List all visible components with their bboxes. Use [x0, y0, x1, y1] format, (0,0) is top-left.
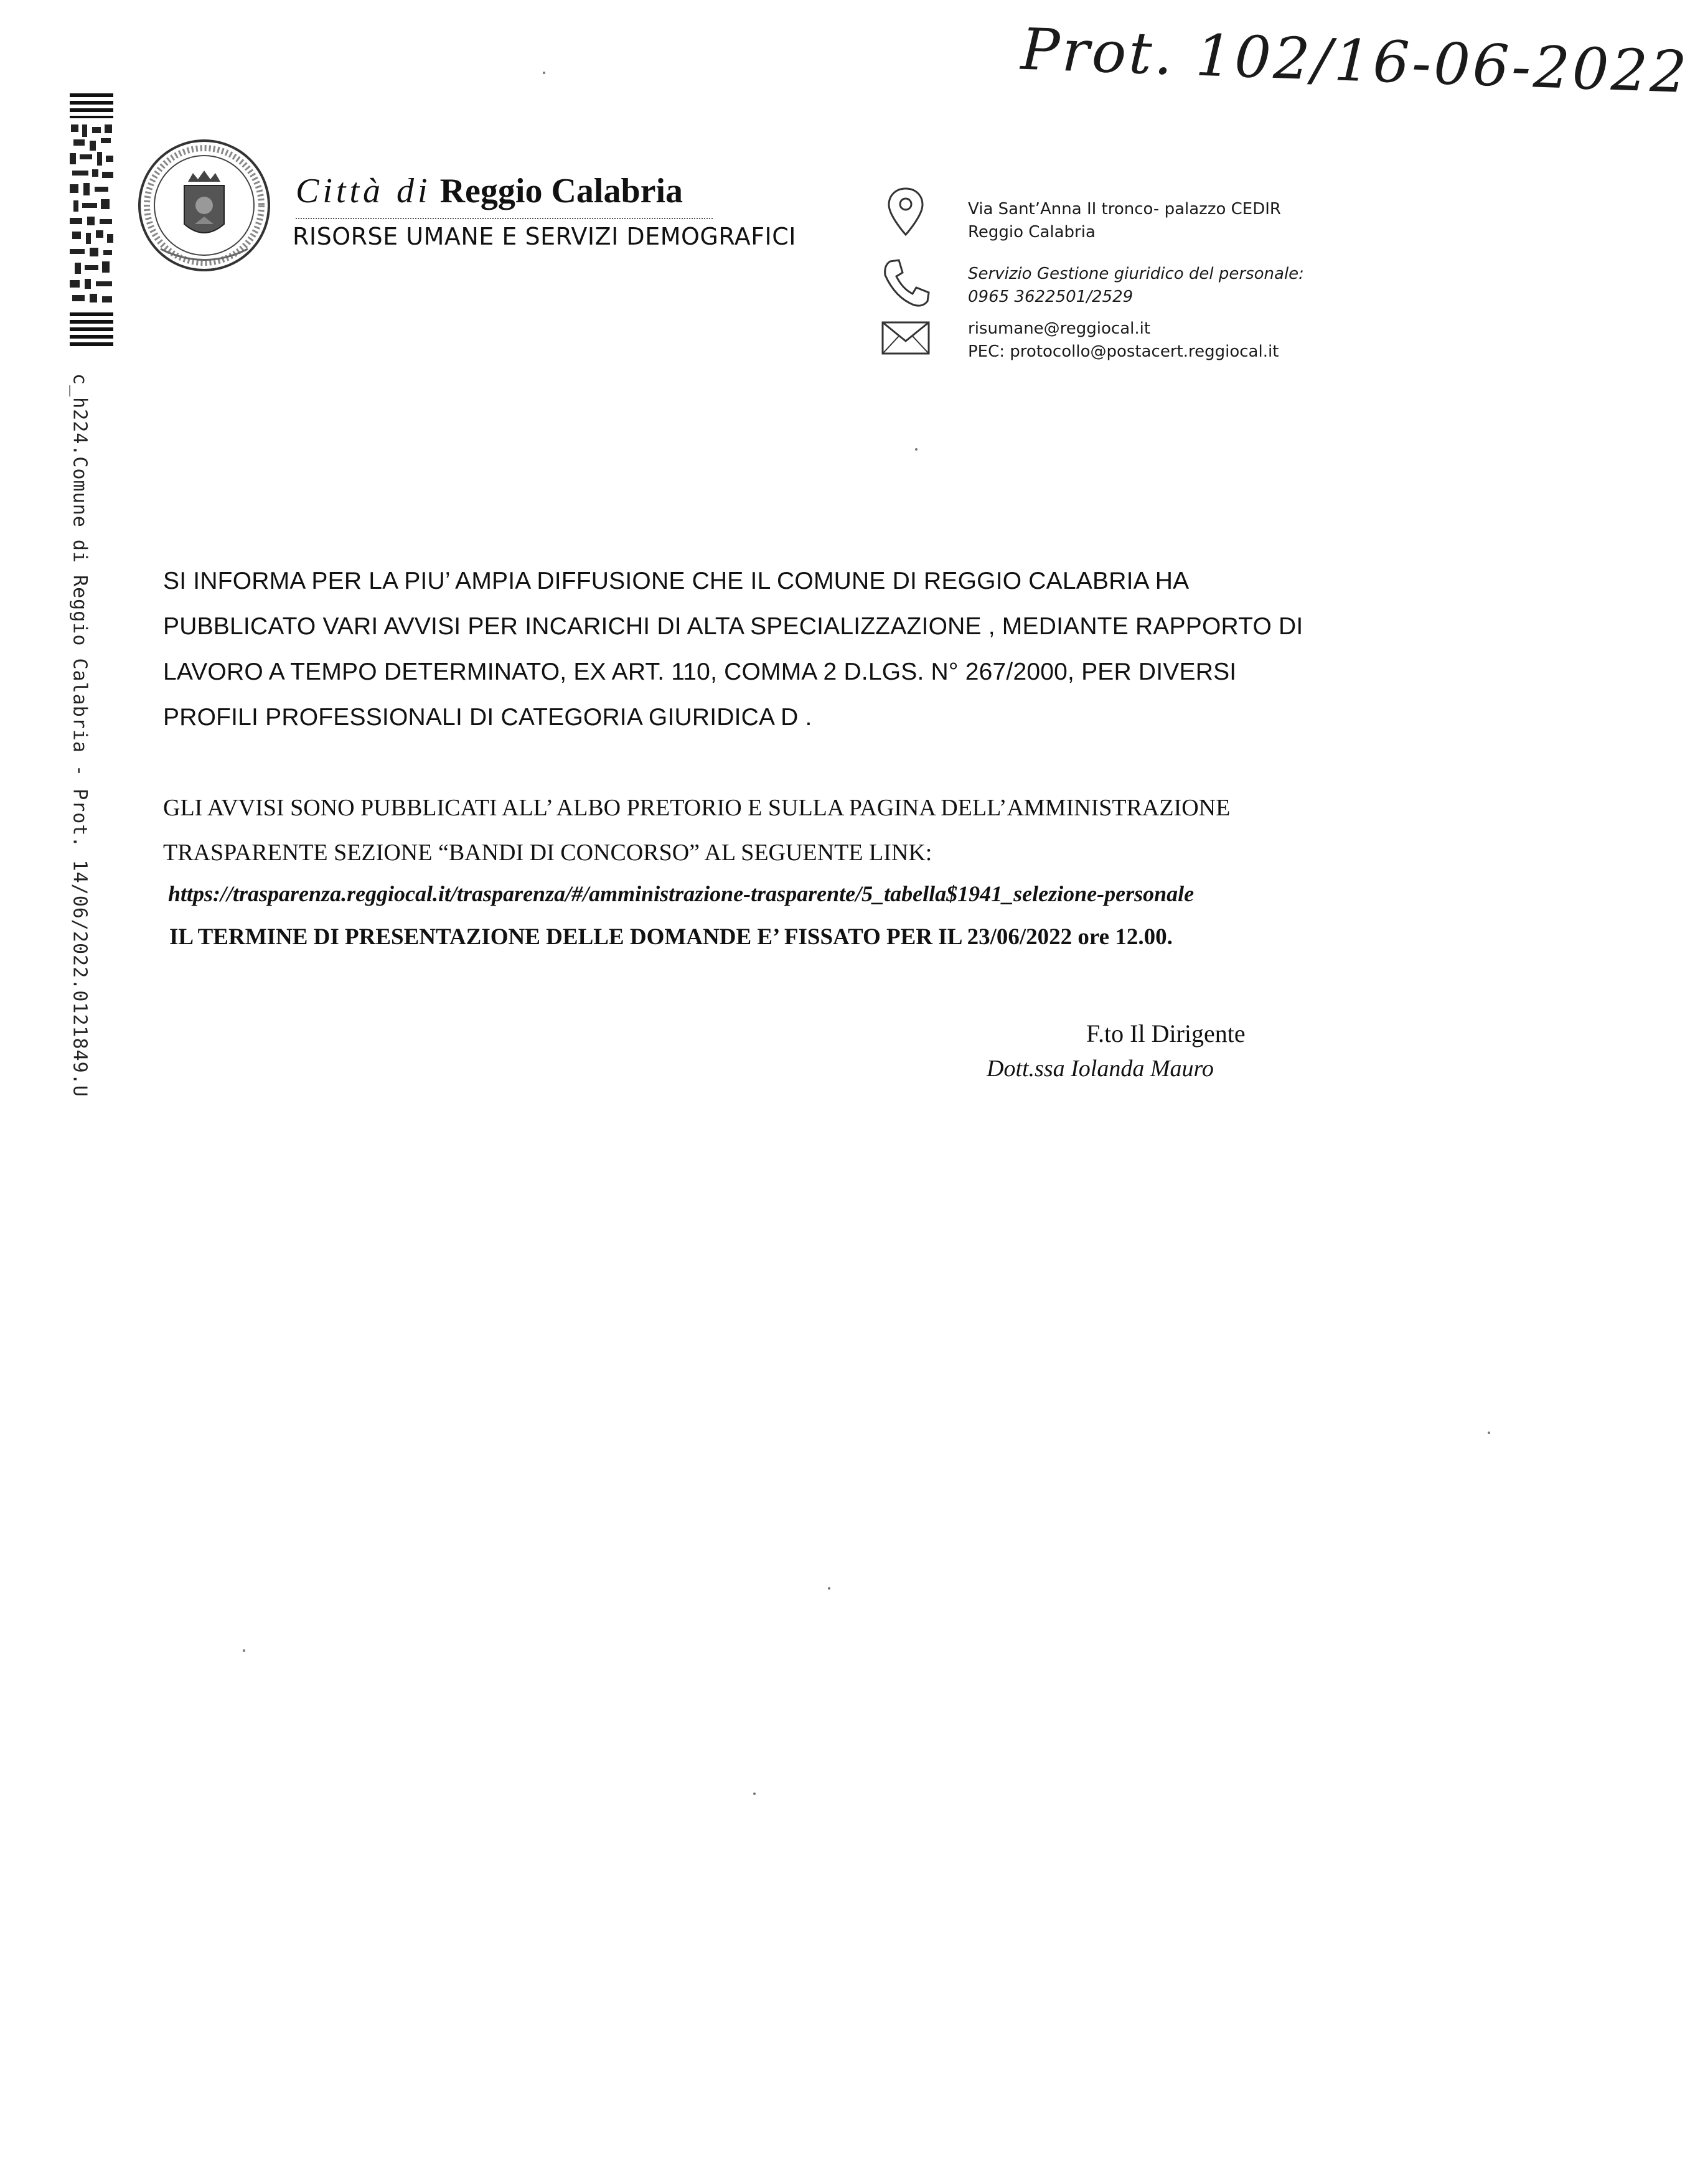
handwritten-protocol-note: Prot. 102/16-06-2022: [1020, 16, 1690, 106]
paragraph-line: LAVORO A TEMPO DETERMINATO, EX ART. 110, COMMA 2 D.LGS. N° 267/2000, PER DIVERSI: [163, 658, 1237, 685]
paragraph-line: TRASPARENTE SEZIONE “BANDI DI CONCORSO” AL SEGUENTE LINK:: [163, 840, 932, 866]
paragraph-line: PUBBLICATO VARI AVVISI PER INCARICHI DI ALTA SPECIALIZZAZIONE , MEDIANTE RAPPORTO DI: [163, 613, 1303, 640]
scan-speck: [543, 72, 545, 74]
transparency-link[interactable]: https://trasparenza.reggiocal.it/trasparenza/#/amministrazione-trasparente/5_tabella$1941_selezione-personale: [168, 881, 1195, 906]
scan-speck: [915, 448, 918, 451]
city-prefix: Città di: [296, 172, 431, 210]
office-name: RISORSE UMANE E SERVIZI DEMOGRAFICI: [293, 223, 797, 250]
announcement-paragraph: [163, 558, 1408, 740]
email-address: risumane@reggiocal.it: [968, 319, 1151, 338]
paragraph-line: GLI AVVISI SONO PUBBLICATI ALL’ ALBO PRETORIO E SULLA PAGINA DELL’AMMINISTRAZIONE: [163, 795, 1231, 821]
city-seal-icon: [136, 137, 273, 274]
letterhead-rule: [296, 218, 713, 219]
signature-title: F.to Il Dirigente: [1086, 1019, 1246, 1047]
signature-name: Dott.ssa Iolanda Mauro: [987, 1056, 1214, 1082]
contact-address: [968, 198, 1281, 244]
service-phone: 0965 3622501/2529: [968, 288, 1134, 306]
scan-speck: [828, 1587, 830, 1590]
city-title: [296, 171, 683, 211]
pec-address: PEC: protocollo@postacert.reggiocal.it: [968, 342, 1279, 361]
city-name: Reggio Calabria: [439, 172, 683, 210]
paragraph-line: PROFILI PROFESSIONALI DI CATEGORIA GIURIDICA D .: [163, 704, 812, 731]
phone-icon: [878, 255, 934, 311]
address-line: Via Sant’Anna II tronco- palazzo CEDIR: [968, 200, 1281, 218]
location-pin-icon: [878, 184, 934, 240]
scan-speck: [1488, 1432, 1490, 1434]
qr-barcode-icon: [70, 93, 113, 355]
envelope-icon: [878, 311, 934, 367]
side-protocol-stamp: c_h224.Comune di Reggio Calabria - Prot. 14/06/2022.0121849.U: [68, 373, 91, 1097]
address-city: Reggio Calabria: [968, 223, 1096, 241]
service-name: Servizio Gestione giuridico del personale:: [968, 265, 1304, 283]
paragraph-line: SI INFORMA PER LA PIU’ AMPIA DIFFUSIONE CHE IL COMUNE DI REGGIO CALABRIA HA: [163, 568, 1190, 594]
publication-paragraph: [163, 785, 1408, 875]
scan-speck: [243, 1649, 245, 1652]
scan-speck: [753, 1793, 756, 1795]
contact-email: [968, 317, 1279, 363]
contact-service: [968, 263, 1304, 309]
deadline-notice: IL TERMINE DI PRESENTAZIONE DELLE DOMANDE E’ FISSATO PER IL 23/06/2022 ore 12.00.: [169, 924, 1173, 950]
